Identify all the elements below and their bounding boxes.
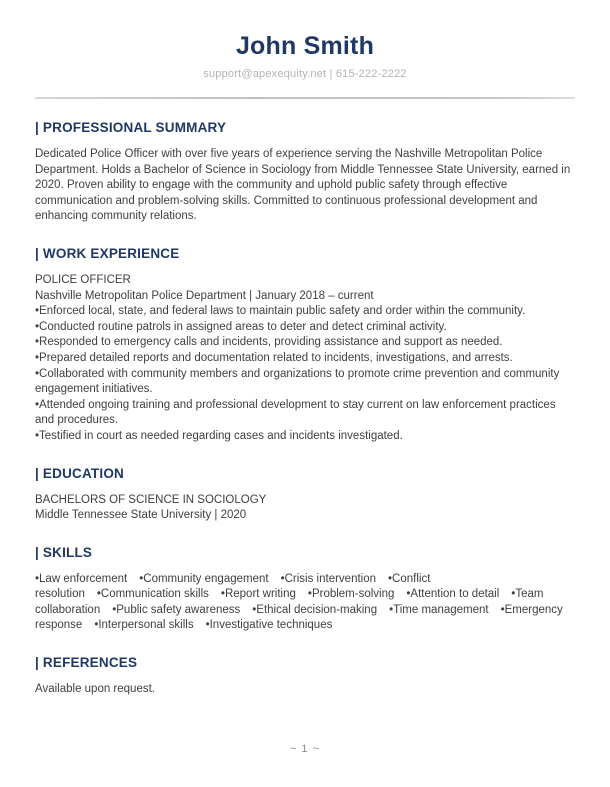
skill-item: • Time management (389, 604, 488, 616)
section-education (35, 466, 575, 524)
job-title: POLICE OFFICER (35, 273, 131, 286)
skill-item: • Conflict resolution (35, 573, 430, 601)
section-professional-summary (35, 120, 575, 225)
work-bullet: • Responded to emergency calls and incidents, providing assistance and support as needed. (35, 335, 575, 351)
work-bullet: • Attended ongoing training and professional development to stay current on law enforcement practices and procedures. (35, 398, 575, 429)
skill-item: • Crisis intervention (281, 573, 376, 585)
section-title-work: | WORK EXPERIENCE (35, 245, 180, 261)
resume-header (35, 0, 575, 80)
work-bullet: • Collaborated with community members and organizations to promote crime prevention and community engagement initiatives. (35, 367, 575, 398)
skill-item: • Community engagement (139, 573, 268, 585)
skill-item: • Problem-solving (308, 588, 394, 600)
skill-item: • Law enforcement (35, 573, 127, 585)
work-bullet: • Testified in court as needed regarding cases and incidents investigated. (35, 429, 575, 445)
skill-item: • Attention to detail (406, 588, 499, 600)
contact-line: support@apexequity.net | 615-222-2222 (203, 68, 407, 80)
section-work-experience (35, 246, 575, 445)
header-divider (35, 97, 575, 99)
skill-item: • Team collaboration (35, 588, 543, 616)
section-title-summary: | PROFESSIONAL SUMMARY (35, 120, 227, 135)
section-title-skills: | SKILLS (35, 544, 93, 560)
work-bullet: • Prepared detailed reports and documentation related to incidents, investigations, and arrests. (35, 351, 575, 367)
skill-item: • Emergency response (35, 604, 563, 632)
school-line: Middle Tennessee State University | 2020 (35, 509, 247, 522)
references-text: Available upon request. (35, 683, 155, 696)
skill-item: • Report writing (221, 588, 296, 600)
summary-paragraph: Dedicated Police Officer with over five years of experience serving the Nashville Metropolitan Police Department. Holds a Bachelor of Science in Sociology from Middle Tennessee State University, earned in 2020. Proven ability to engage with the community and uphold public safety through effective communication and problem-solving skills. Committed to continuous professional development and enhancing community relations. (35, 148, 571, 223)
degree-line: BACHELORS OF SCIENCE IN SOCIOLOGY (35, 493, 267, 506)
skill-item: • Communication skills (97, 588, 209, 600)
section-title-education: | EDUCATION (35, 465, 124, 481)
skill-item: • Investigative techniques (206, 619, 333, 631)
page-number: ~ 1 ~ (289, 743, 321, 755)
work-bullet: • Conducted routine patrols in assigned areas to deter and detect criminal activity. (35, 320, 575, 336)
skill-item: • Interpersonal skills (94, 619, 193, 631)
candidate-name: John Smith (235, 32, 375, 60)
section-skills (35, 545, 575, 634)
work-bullet: • Enforced local, state, and federal laws to maintain public safety and order within the community. (35, 304, 575, 320)
section-title-references: | REFERENCES (35, 655, 138, 671)
skills-list (35, 572, 575, 634)
employer-dates-line: Nashville Metropolitan Police Department | January 2018 – current (35, 289, 374, 302)
skill-item: • Ethical decision-making (252, 604, 377, 616)
skill-item: • Public safety awareness (112, 604, 240, 616)
section-references (35, 655, 575, 698)
